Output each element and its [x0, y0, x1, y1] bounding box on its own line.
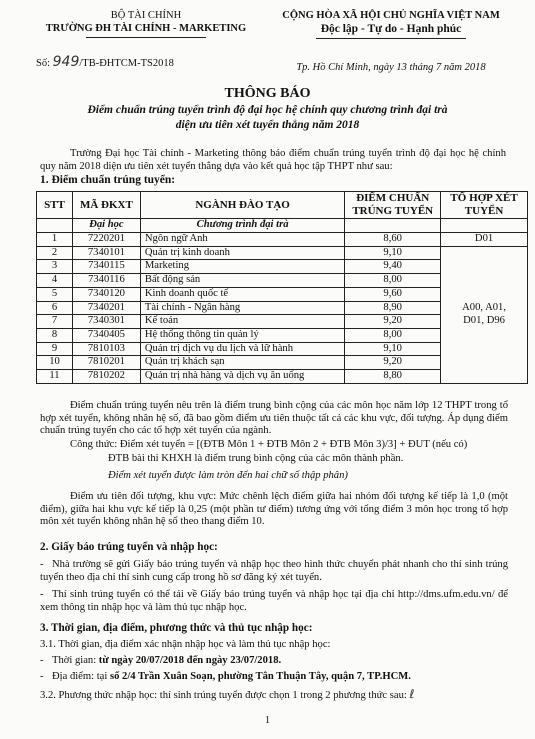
issuer-underline [86, 37, 206, 38]
rounding-note: Điểm xét tuyển được làm tròn đến hai chữ số thập phân) [108, 470, 348, 481]
row-stt: 6 [37, 301, 73, 315]
header-stt: STT [37, 192, 73, 219]
subheader-score [345, 219, 441, 233]
group-line-1: A00, A01, [462, 302, 506, 314]
school-name: TRƯỜNG ĐH TÀI CHÍNH - MARKETING [45, 22, 247, 34]
row-score: 8,80 [345, 370, 441, 384]
row-major: Ngôn ngữ Anh [140, 233, 344, 247]
section-1-heading: 1. Điểm chuẩn trúng tuyển: [40, 174, 176, 186]
row-major: Marketing [140, 260, 344, 274]
row-code: 7340405 [72, 329, 140, 343]
subheader-group [441, 219, 528, 233]
row-stt: 2 [37, 246, 73, 260]
row-code: 7340201 [72, 301, 140, 315]
row-stt: 7 [37, 315, 73, 329]
row-stt: 9 [37, 342, 73, 356]
table-row [37, 233, 528, 247]
row-score: 8,00 [345, 329, 441, 343]
row-code: 7340301 [72, 315, 140, 329]
row-code: 7340101 [72, 246, 140, 260]
table-header-row [37, 192, 528, 219]
section-2-item-1: - Nhà trường sẽ gửi Giấy báo trúng tuyển và nhập học theo hình thức chuyển phát nhanh cho thí sinh trúng tuyển theo địa chỉ thí sinh cung cấp trong hồ sơ đăng ký xét tuyển. [40, 559, 508, 583]
subtitle-line-1: Điểm chuẩn trúng tuyển trình độ đại học hệ chính quy chương trình đại trà [87, 104, 448, 116]
row-major: Kinh doanh quốc tế [140, 287, 344, 301]
handwritten-initial-mark: ℓ [409, 687, 415, 701]
doc-no-suffix: /TB-ĐHTCM-TS2018 [79, 58, 174, 69]
row-major: Kế toán [140, 315, 344, 329]
row-stt: 1 [37, 233, 73, 247]
row-code: 7340120 [72, 287, 140, 301]
section-3-1-time: - Thời gian: từ ngày 20/07/2018 đến ngày 23/07/2018. [40, 655, 282, 666]
subheader-major: Chương trình đại trà [140, 219, 344, 233]
row-score: 9,20 [345, 356, 441, 370]
row-major: Quản trị khách sạn [140, 356, 344, 370]
section-2-item-1-text: Nhà trường sẽ gửi Giấy báo trúng tuyển và nhập học theo hình thức chuyển phát nhanh cho thí sinh trúng tuyển theo địa chỉ thí sinh cung cấp trong hồ sơ đăng ký xét tuyển. [40, 559, 508, 583]
section-3-1-place: - Địa điểm: tại số 2/4 Trần Xuân Soạn, phường Tân Thuận Tây, quận 7, TP.HCM. [40, 671, 411, 682]
row-stt: 8 [37, 329, 73, 343]
section-3-heading: 3. Thời gian, địa điểm, phương thức và thủ tục nhập học: [40, 622, 313, 634]
subheader-stt [37, 219, 73, 233]
row-score: 8,90 [345, 301, 441, 315]
header-group: TỔ HỢP XÉT TUYỂN [441, 192, 528, 219]
group-line-2: D01, D96 [463, 314, 505, 326]
row-score: 9,10 [345, 342, 441, 356]
admission-score-table [36, 191, 528, 384]
time-label: Thời gian: [52, 655, 99, 666]
place-value: số 2/4 Trần Xuân Soạn, phường Tân Thuận Tây, quận 7, TP.HCM. [109, 671, 411, 682]
row-code: 7220201 [72, 233, 140, 247]
score-explanation: Điểm chuẩn trúng tuyển nêu trên là điểm trung bình cộng của các môn học năm lớp 12 THPT trong tổ hợp xét tuyển, không nhân hệ số, đã bao gồm điểm ưu tiên thuộc tất cả các khu vực, đối tượng. Áp dụng điểm chuẩn trúng tuyển cho các tổ hợp xét tuyển của ngành. [40, 400, 508, 437]
row-major: Quản trị dịch vụ du lịch và lữ hành [140, 342, 344, 356]
section-2-heading: 2. Giấy báo trúng tuyển và nhập học: [40, 541, 218, 553]
row-stt: 3 [37, 260, 73, 274]
section-3-1: 3.1. Thời gian, địa điểm xác nhận nhập học và làm thủ tục nhập học: [40, 639, 331, 650]
table-subheader-row [37, 219, 528, 233]
doc-no-label: Số: [36, 58, 51, 69]
table-row [37, 246, 528, 260]
row-stt: 4 [37, 274, 73, 288]
row-stt: 10 [37, 356, 73, 370]
row-code: 7810201 [72, 356, 140, 370]
document-title: THÔNG BÁO [224, 86, 311, 101]
row-score: 9,40 [345, 260, 441, 274]
row-major: Tài chính - Ngân hàng [140, 301, 344, 315]
row-code: 7810103 [72, 342, 140, 356]
row-stt: 11 [37, 370, 73, 384]
row-stt: 5 [37, 287, 73, 301]
section-2-item-2: - Thí sinh trúng tuyển có thể tải về Giấy báo trúng tuyển và nhập học tại địa chỉ http://dms.ufm.edu.vn/ để xem thông tin nhập học và làm thủ tục nhập học. [40, 589, 508, 613]
national-header [262, 10, 520, 39]
intro-paragraph: Trường Đại học Tài chính - Marketing thông báo điểm chuẩn trúng tuyển trình độ đại học hệ chính quy năm 2018 diện ưu tiên xét tuyển thẳng dựa vào kết quả học tập THPT như sau: [40, 148, 506, 172]
issuer-block [36, 10, 256, 38]
score-formula: Công thức: Điểm xét tuyển = [(ĐTB Môn 1 + ĐTB Môn 2 + ĐTB Môn 3)/3] + ĐUT (nếu có) [70, 439, 468, 450]
section-3-2-text: 3.2. Phương thức nhập học: thí sinh trúng tuyển được chọn 1 trong 2 phương thức sau: [40, 690, 407, 701]
row-code: 7340115 [72, 260, 140, 274]
formula-note: ĐTB bài thi KHXH là điểm trung bình cộng của các môn thành phần. [108, 453, 404, 464]
row-score: 8,60 [345, 233, 441, 247]
section-3-2 [40, 687, 508, 703]
row-major: Hệ thống thông tin quản lý [140, 329, 344, 343]
place-label: Địa điểm: tại [52, 671, 110, 682]
header-code: MÃ ĐKXT [72, 192, 140, 219]
row-major: Bất động sản [140, 274, 344, 288]
row-group-d01: D01 [441, 233, 528, 247]
row-score: 8,00 [345, 274, 441, 288]
section-2-item-2-text: Thí sinh trúng tuyển có thể tải về Giấy báo trúng tuyển và nhập học tại địa chỉ http://dms.ufm.edu.vn/ để xem thông tin nhập học và làm thủ tục nhập học. [40, 589, 508, 613]
row-major: Quản trị kinh doanh [140, 246, 344, 260]
subtitle-line-2: diện ưu tiên xét tuyển thẳng năm 2018 [175, 118, 360, 131]
page-number: 1 [265, 715, 270, 726]
header-major: NGÀNH ĐÀO TẠO [140, 192, 344, 219]
row-major: Quản trị nhà hàng và dịch vụ ăn uống [140, 370, 344, 384]
document-number [36, 54, 174, 71]
ministry-name: BỘ TÀI CHÍNH [110, 10, 182, 21]
header-score: ĐIỂM CHUẨN TRÚNG TUYỂN [345, 192, 441, 219]
priority-paragraph: Điểm ưu tiên đối tượng, khu vực: Mức chênh lệch điểm giữa hai nhóm đối tượng kế tiếp là 1,0 (một điểm), giữa hai khu vực kế tiếp là 0,25 (một phần tư điểm) tương ứng với tổng điểm 3 môn học trong tổ hợp môn xét tuyển không nhân hệ số theo thang điểm 10. [40, 491, 508, 528]
row-group-combined [441, 246, 528, 383]
doc-no-handwritten: 949 [52, 54, 80, 70]
subheader-code: Đại học [72, 219, 140, 233]
row-code: 7340116 [72, 274, 140, 288]
dateline: Tp. Hồ Chí Minh, ngày 13 tháng 7 năm 2018 [296, 62, 486, 73]
row-score: 9,20 [345, 315, 441, 329]
row-code: 7810202 [72, 370, 140, 384]
row-score: 9,60 [345, 287, 441, 301]
document-subtitle [40, 103, 495, 133]
row-score: 9,10 [345, 246, 441, 260]
motto-underline [316, 38, 466, 39]
nation-name: CỘNG HÒA XÃ HỘI CHỦ NGHĨA VIỆT NAM [282, 10, 500, 21]
national-motto: Độc lập - Tự do - Hạnh phúc [320, 22, 462, 35]
time-value: từ ngày 20/07/2018 đến ngày 23/07/2018. [98, 655, 282, 666]
